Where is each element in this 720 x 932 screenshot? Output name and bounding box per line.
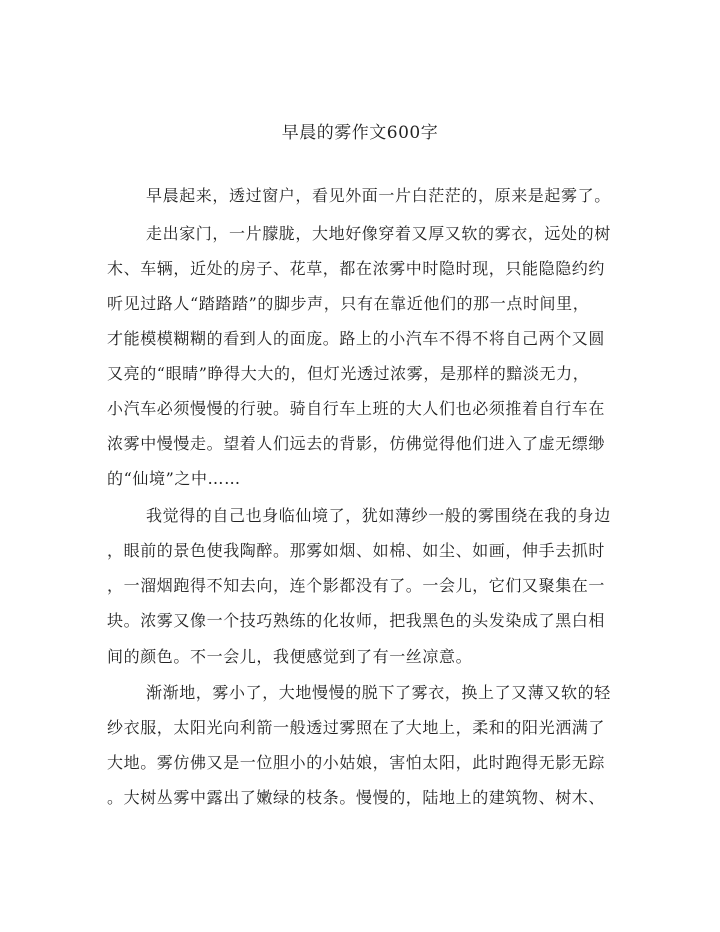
text-line: 。大树丛雾中露出了嫩绿的枝条。慢慢的，陆地上的建筑物、树木、 [107, 788, 606, 807]
text-line: 我觉得的自己也身临仙境了，犹如薄纱一般的雾围绕在我的身边 [146, 506, 611, 525]
text-line: 才能模模糊糊的看到人的面庞。路上的小汽车不得不将自己两个又圆 [107, 329, 606, 348]
text-line: 木、车辆，近处的房子、花草，都在浓雾中时隐时现，只能隐隐约约 [107, 259, 606, 278]
text-line: 听见过路人“踏踏踏”的脚步声，只有在靠近他们的那一点时间里， [107, 294, 590, 313]
text-line: 大地。雾仿佛又是一位胆小的小姑娘，害怕太阳，此时跑得无影无踪 [107, 753, 606, 772]
text-line: 走出家门，一片朦胧，大地好像穿着又厚又软的雾衣，远处的树 [146, 224, 611, 243]
text-line: ，一溜烟跑得不知去向，连个影都没有了。一会儿，它们又聚集在一 [107, 576, 606, 595]
text-line: 早晨起来，透过窗户，看见外面一片白茫茫的，原来是起雾了。 [146, 186, 611, 205]
text-line: 间的颜色。不一会儿，我便感觉到了有一丝凉意。 [107, 647, 473, 666]
text-line: 的“仙境”之中…… [107, 469, 241, 488]
text-line: ，眼前的景色使我陶醉。那雾如烟、如棉、如尘、如画，伸手去抓时 [107, 541, 606, 560]
text-line: 纱衣服，太阳光向利箭一般透过雾照在了大地上，柔和的阳光洒满了 [107, 718, 606, 737]
text-line: 浓雾中慢慢走。望着人们远去的背影，仿佛觉得他们进入了虚无缥缈 [107, 434, 606, 453]
text-line: 又亮的“眼睛”睁得大大的，但灯光透过浓雾，是那样的黯淡无力， [107, 364, 590, 383]
text-line: 小汽车必须慢慢的行驶。骑自行车上班的大人们也必须推着自行车在 [107, 399, 606, 418]
text-line: 块。浓雾又像一个技巧熟练的化妆师，把我黑色的头发染成了黑白相 [107, 611, 606, 630]
text-line: 渐渐地，雾小了，大地慢慢的脱下了雾衣，换上了又薄又软的轻 [146, 683, 611, 702]
document-title: 早晨的雾作文600字 [281, 123, 439, 143]
